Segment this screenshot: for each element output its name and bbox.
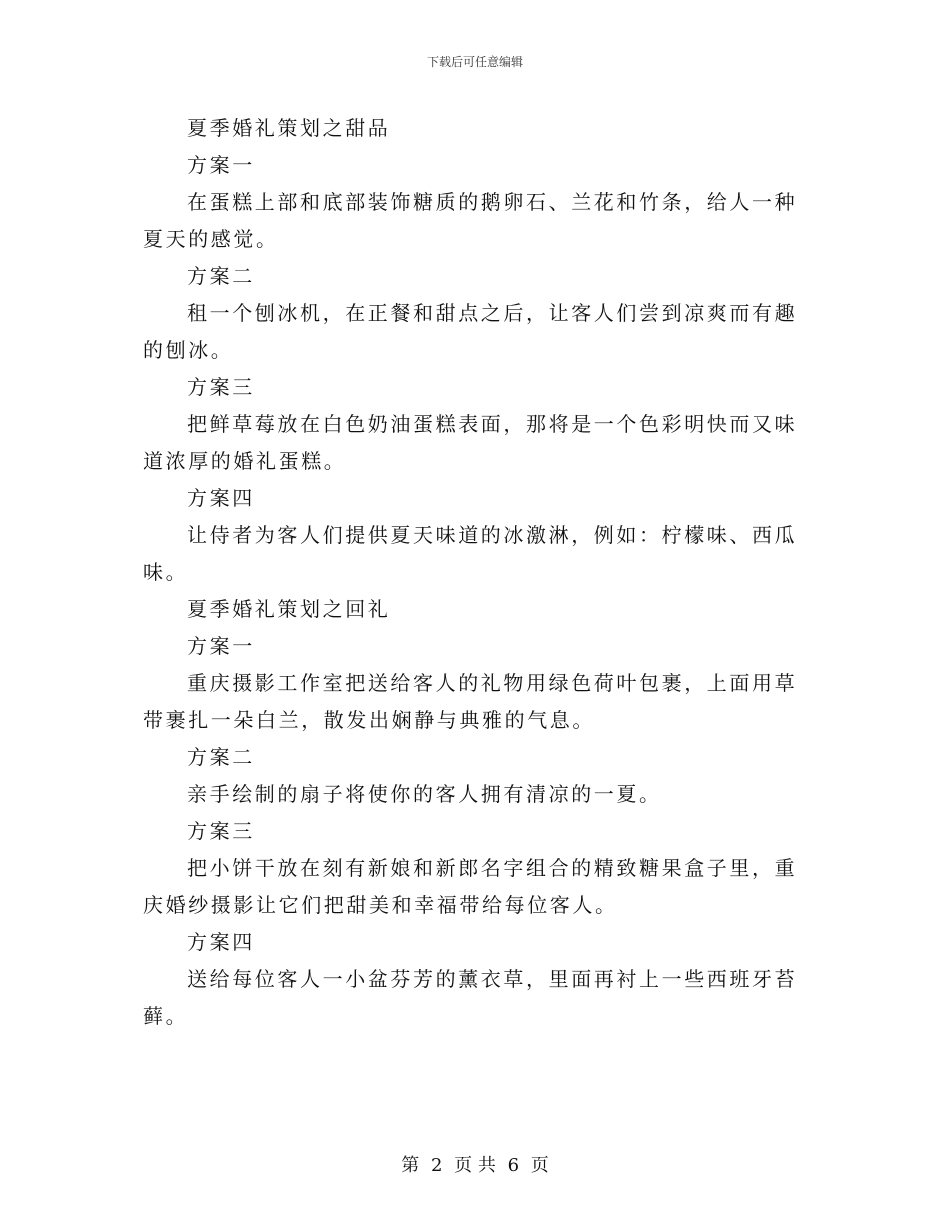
plan-text: 让侍者为客人们提供夏天味道的冰激淋，例如：柠檬味、西瓜味。: [143, 523, 798, 584]
plan-text: 把鲜草莓放在白色奶油蛋糕表面，那将是一个色彩明快而又味道浓厚的婚礼蛋糕。: [143, 412, 798, 473]
section-title-gift: 夏季婚礼策划之回礼: [187, 597, 391, 621]
footer-middle: 页 共: [454, 1155, 496, 1176]
plan-heading: 方案二: [187, 745, 255, 769]
plan-heading: 方案三: [187, 375, 255, 399]
section-title-dessert: 夏季婚礼策划之甜品: [187, 116, 391, 140]
plan-text: 重庆摄影工作室把送给客人的礼物用绿色荷叶包裹，上面用草带裹扎一朵白兰，散发出娴静与典雅的气息。: [143, 671, 798, 732]
total-page-number: 6: [507, 1155, 520, 1176]
plan-text: 在蛋糕上部和底部装饰糖质的鹅卵石、兰花和竹条，给人一种夏天的感觉。: [143, 190, 798, 251]
plan-heading: 方案四: [187, 930, 255, 954]
plan-text: 租一个刨冰机，在正餐和甜点之后，让客人们尝到凉爽而有趣的刨冰。: [143, 301, 798, 362]
plan-text: 把小饼干放在刻有新娘和新郎名字组合的精致糖果盒子里，重庆婚纱摄影让它们把甜美和幸福带给每位客人。: [143, 856, 798, 917]
page-footer: [0, 1154, 950, 1178]
plan-heading: 方案一: [187, 634, 255, 658]
plan-heading: 方案一: [187, 153, 255, 177]
plan-text: 送给每位客人一小盆芬芳的薰衣草，里面再衬上一些西班牙苔藓。: [143, 967, 798, 1028]
document-body: [143, 110, 815, 1035]
plan-heading: 方案三: [187, 819, 255, 843]
header-note: 下载后可任意编辑: [426, 55, 523, 69]
current-page-number: 2: [430, 1155, 443, 1176]
plan-heading: 方案二: [187, 264, 255, 288]
page-header: [0, 54, 950, 70]
footer-suffix: 页: [530, 1155, 549, 1176]
footer-prefix: 第: [401, 1155, 420, 1176]
plan-heading: 方案四: [187, 486, 255, 510]
plan-text: 亲手绘制的扇子将使你的客人拥有清凉的一夏。: [187, 782, 662, 806]
